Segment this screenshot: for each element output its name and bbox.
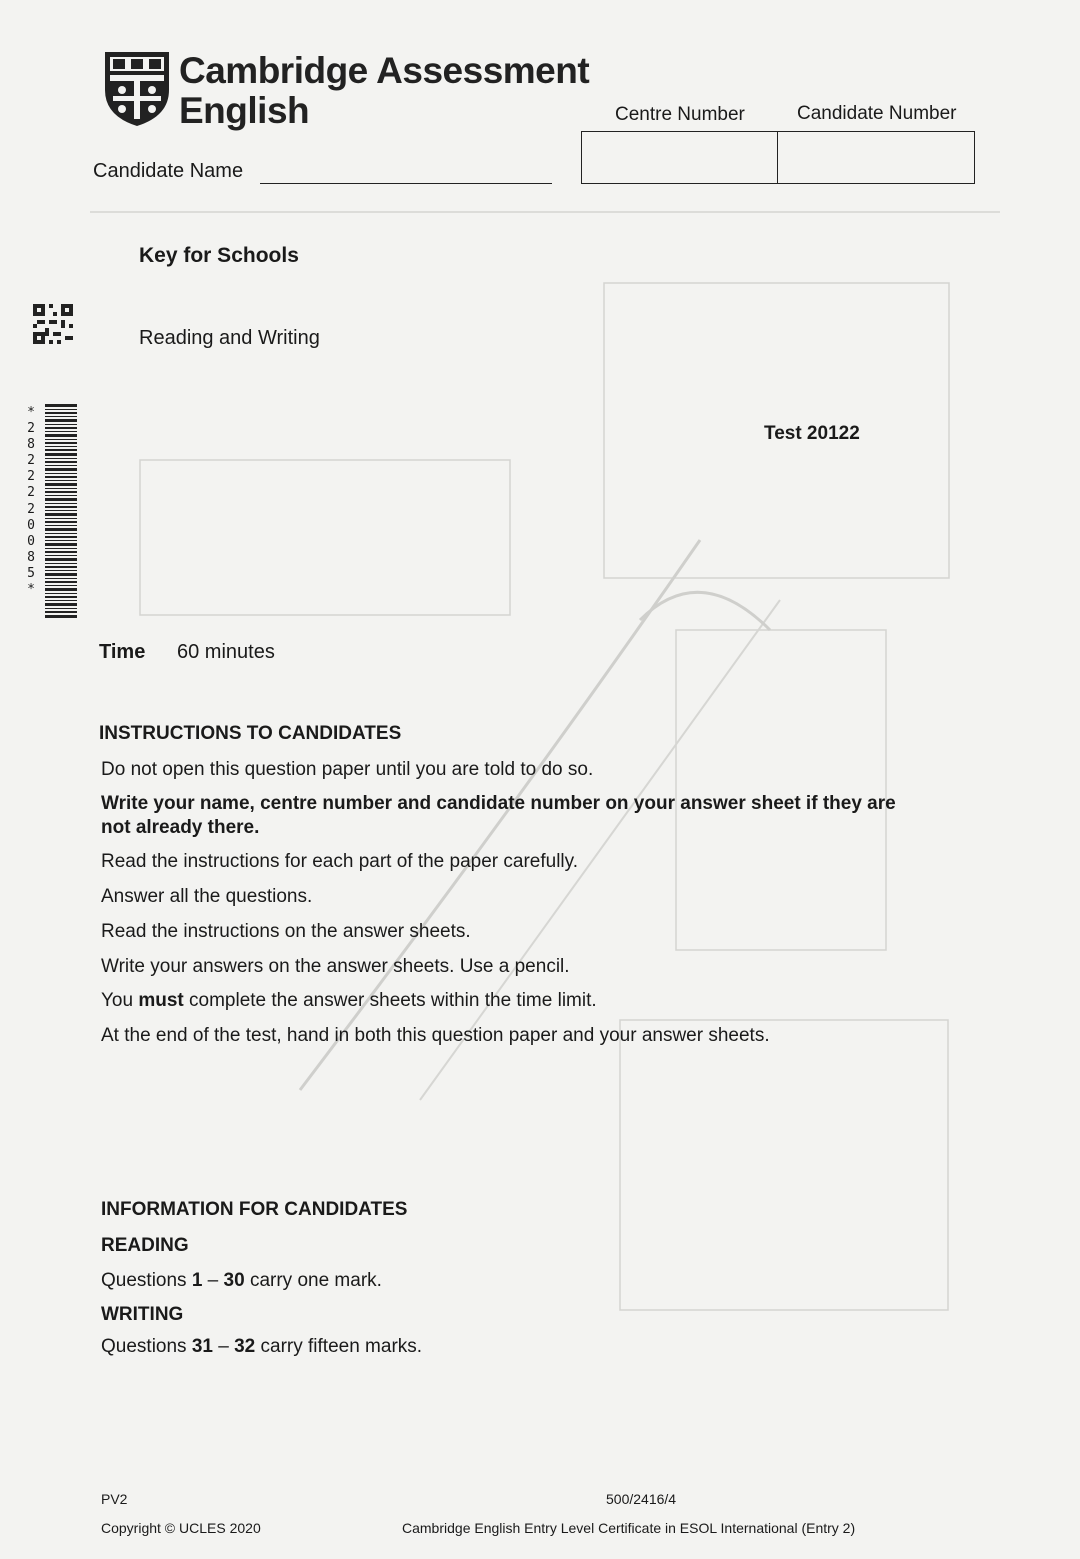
instruction-line: Write your answers on the answer sheets. Use a pencil. — [101, 956, 570, 977]
reading-heading: READING — [101, 1235, 189, 1256]
marks-dash: – — [202, 1270, 224, 1291]
instruction-line: Read the instructions for each part of the paper carefully. — [101, 851, 579, 872]
time-value: 60 minutes — [177, 641, 275, 663]
marks-text: carry one mark. — [244, 1270, 382, 1291]
candidate-number-label: Candidate Number — [797, 103, 957, 124]
paper-subtitle: Reading and Writing — [139, 327, 320, 349]
qr-code-icon — [33, 304, 73, 344]
instruction-line: Write your name, centre number and candidate number on your answer sheet if they are — [101, 793, 896, 814]
instruction-line: Do not open this question paper until you are told to do so. — [101, 759, 594, 780]
marks-text: Questions — [101, 1336, 192, 1357]
instruction-line: Read the instructions on the answer sheets. — [101, 921, 471, 942]
instruction-line: Answer all the questions. — [101, 886, 313, 907]
logo-wordmark-line1: Cambridge Assessment — [179, 50, 590, 91]
instruction-line — [101, 990, 597, 1012]
marks-dash: – — [212, 1336, 235, 1357]
instructions-heading: INSTRUCTIONS TO CANDIDATES — [99, 723, 402, 744]
candidate-name-label: Candidate Name — [93, 160, 244, 182]
centre-number-label: Centre Number — [615, 104, 745, 125]
information-heading: INFORMATION FOR CANDIDATES — [101, 1199, 408, 1220]
barcode-number: *2822220085* — [27, 405, 35, 598]
cambridge-shield-logo — [103, 50, 171, 128]
instruction-text: complete the answer sheets within the time limit. — [183, 990, 597, 1011]
footer-code-left: PV2 — [101, 1491, 128, 1507]
marks-from: 31 — [191, 1336, 213, 1357]
marks-to: 32 — [234, 1336, 256, 1357]
footer-certificate: Cambridge English Entry Level Certificate in ESOL International (Entry 2) — [402, 1520, 856, 1536]
instruction-line: not already there. — [101, 817, 260, 838]
number-boxes[interactable] — [581, 131, 975, 184]
barcode-icon — [45, 404, 77, 618]
footer-copyright: Copyright © UCLES 2020 — [101, 1520, 261, 1536]
marks-text: carry fifteen marks. — [255, 1336, 423, 1357]
instruction-text: You — [101, 990, 139, 1011]
test-number: Test 20122 — [764, 423, 860, 444]
writing-marks — [101, 1336, 422, 1358]
reading-marks — [101, 1270, 382, 1292]
instruction-emphasis: must — [138, 990, 184, 1011]
paper-title: Key for Schools — [139, 244, 299, 267]
number-box-divider — [777, 131, 778, 184]
marks-text: Questions — [101, 1270, 192, 1291]
time-label: Time — [99, 641, 146, 663]
marks-from: 1 — [191, 1270, 203, 1291]
footer-code-right: 500/2416/4 — [606, 1491, 677, 1507]
writing-heading: WRITING — [101, 1304, 184, 1325]
marks-to: 30 — [223, 1270, 245, 1291]
candidate-name-field[interactable] — [260, 183, 552, 184]
instruction-line: At the end of the test, hand in both this question paper and your answer sheets. — [101, 1025, 770, 1046]
logo-wordmark-line2: English — [179, 90, 310, 131]
